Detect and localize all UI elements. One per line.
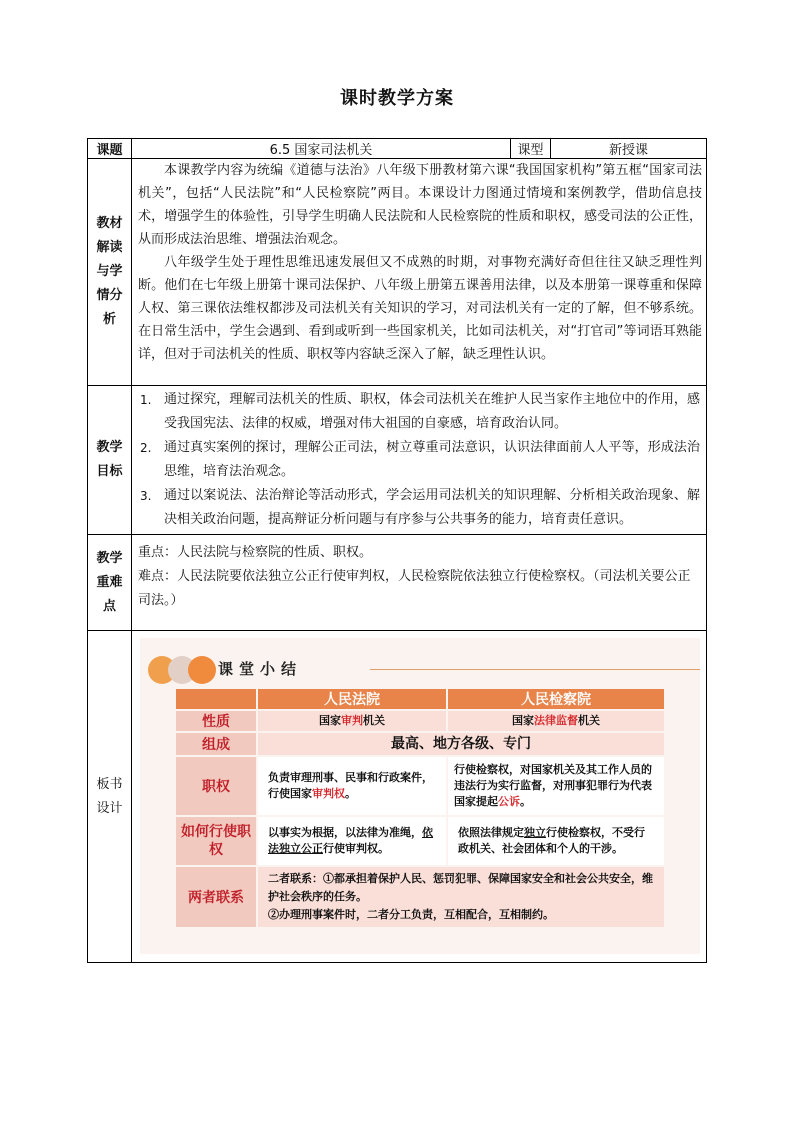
lesson-type-label: 课型 — [511, 139, 551, 159]
procuratorate-column-header: 人民检察院 — [447, 688, 665, 710]
goals-list — [132, 386, 706, 534]
lesson-type-value: 新授课 — [551, 139, 707, 159]
powers-row — [175, 756, 665, 816]
goal-item: 3. 通过以案说法、法治辩论等活动形式，学会运用司法机关的知识理解、分析相关政治现象、解决相关政治问题，提高辩证分析问题与有序参与公共事务的能力，培育责任意识。 — [140, 488, 700, 527]
analysis-row — [88, 159, 707, 386]
court-powers: 负责审理刑事、民事和行政案件，行使国家审判权。 — [257, 756, 447, 816]
procuratorate-exercise: 依照法律规定独立行使检察权，不受行政机关、社会团体和个人的干涉。 — [447, 816, 665, 866]
procuratorate-powers: 行使检察权，对国家机关及其工作人员的违法行为实行监督，对刑事犯罪行为代表国家提起公诉。 — [447, 756, 665, 816]
analysis-paragraph-1: 本课教学内容为统编《道德与法治》八年级下册教材第六课“我国国家机构”第五框“国家司法机关”，包括“人民法院”和“人民检察院”两目。本课设计力图通过情境和案例教学，借助信息技术，增强学生的体验性，引导学生明确人民法院和人民检察院的性质和职权，感受司法的公正性，从而形成法治思维、增强法治观念。 — [138, 163, 702, 247]
nature-label: 性质 — [175, 710, 257, 732]
board-summary-image — [140, 638, 700, 954]
summary-table — [174, 687, 666, 929]
analysis-content — [132, 159, 707, 386]
goals-row — [88, 386, 707, 535]
goals-content — [132, 386, 707, 535]
board-label: 板书 设计 — [88, 631, 132, 963]
decor-circle — [188, 656, 216, 684]
topic-value: 6.5 国家司法机关 — [132, 139, 511, 159]
exercise-row — [175, 816, 665, 866]
composition-row — [175, 732, 665, 756]
goal-item: 2. 通过真实案例的探讨，理解公正司法，树立尊重司法意识，认识法律面前人人平等，形成法治思维，培育法治观念。 — [140, 440, 700, 479]
summary-header-row — [175, 688, 665, 710]
page-title: 课时教学方案 — [340, 88, 454, 109]
nature-row — [175, 710, 665, 732]
composition-text: 最高、地方各级、专门 — [257, 732, 665, 756]
exercise-label: 如何行使职权 — [175, 816, 257, 866]
procuratorate-nature: 国家法律监督机关 — [447, 710, 665, 732]
court-column-header: 人民法院 — [257, 688, 447, 710]
powers-label: 职权 — [175, 756, 257, 816]
focus-row — [88, 535, 707, 631]
relation-row — [175, 866, 665, 928]
summary-heading: 课堂小结 — [218, 660, 303, 678]
header-row — [88, 139, 707, 159]
goals-label: 教学 目标 — [88, 386, 132, 535]
focus-content — [132, 535, 707, 631]
focus-label: 教学 重难 点 — [88, 535, 132, 631]
court-exercise: 以事实为根据，以法律为准绳，依法独立公正行使审判权。 — [257, 816, 447, 866]
board-row — [88, 631, 707, 963]
goal-item: 1. 通过探究，理解司法机关的性质、职权，体会司法机关在维护人民当家作主地位中的作用，感受我国宪法、法律的权威，增强对伟大祖国的自豪感，培育政治认同。 — [140, 392, 700, 431]
analysis-label: 教材 解读 与学 情分 析 — [88, 159, 132, 386]
divider — [370, 669, 700, 670]
difficult-point: 难点：人民法院要依法独立公正行使审判权，人民检察院依法独立行使检察权。（司法机关要公正司法。） — [138, 569, 691, 608]
key-point: 重点：人民法院与检察院的性质、职权。 — [138, 545, 373, 560]
court-nature: 国家审判机关 — [257, 710, 447, 732]
lesson-plan-table — [87, 138, 707, 963]
analysis-paragraph-2: 八年级学生处于理性思维迅速发展但又不成熟的时期，对事物充满好奇但往往又缺乏理性判断。他们在七年级上册第十课司法保护、八年级上册第五课善用法律，以及本册第一课尊重和保障人权、第三课依法维权都涉及司法机关有关知识的学习，对司法机关有一定的了解，但不够系统。在日常生活中，学生会遇到、看到或听到一些国家机关，比如司法机关，对“打官司”等词语耳熟能详，但对于司法机关的性质、职权等内容缺乏深入了解，缺乏理性认识。 — [138, 255, 702, 362]
relation-label: 两者联系 — [175, 866, 257, 928]
relation-text: 二者联系：①都承担着保护人民、惩罚犯罪、保障国家安全和社会公共安全，维护社会秩序的任务。 ②办理刑事案件时，二者分工负责，互相配合，互相制约。 — [257, 866, 665, 928]
board-content — [132, 631, 707, 963]
topic-label: 课题 — [88, 139, 132, 159]
composition-label: 组成 — [175, 732, 257, 756]
